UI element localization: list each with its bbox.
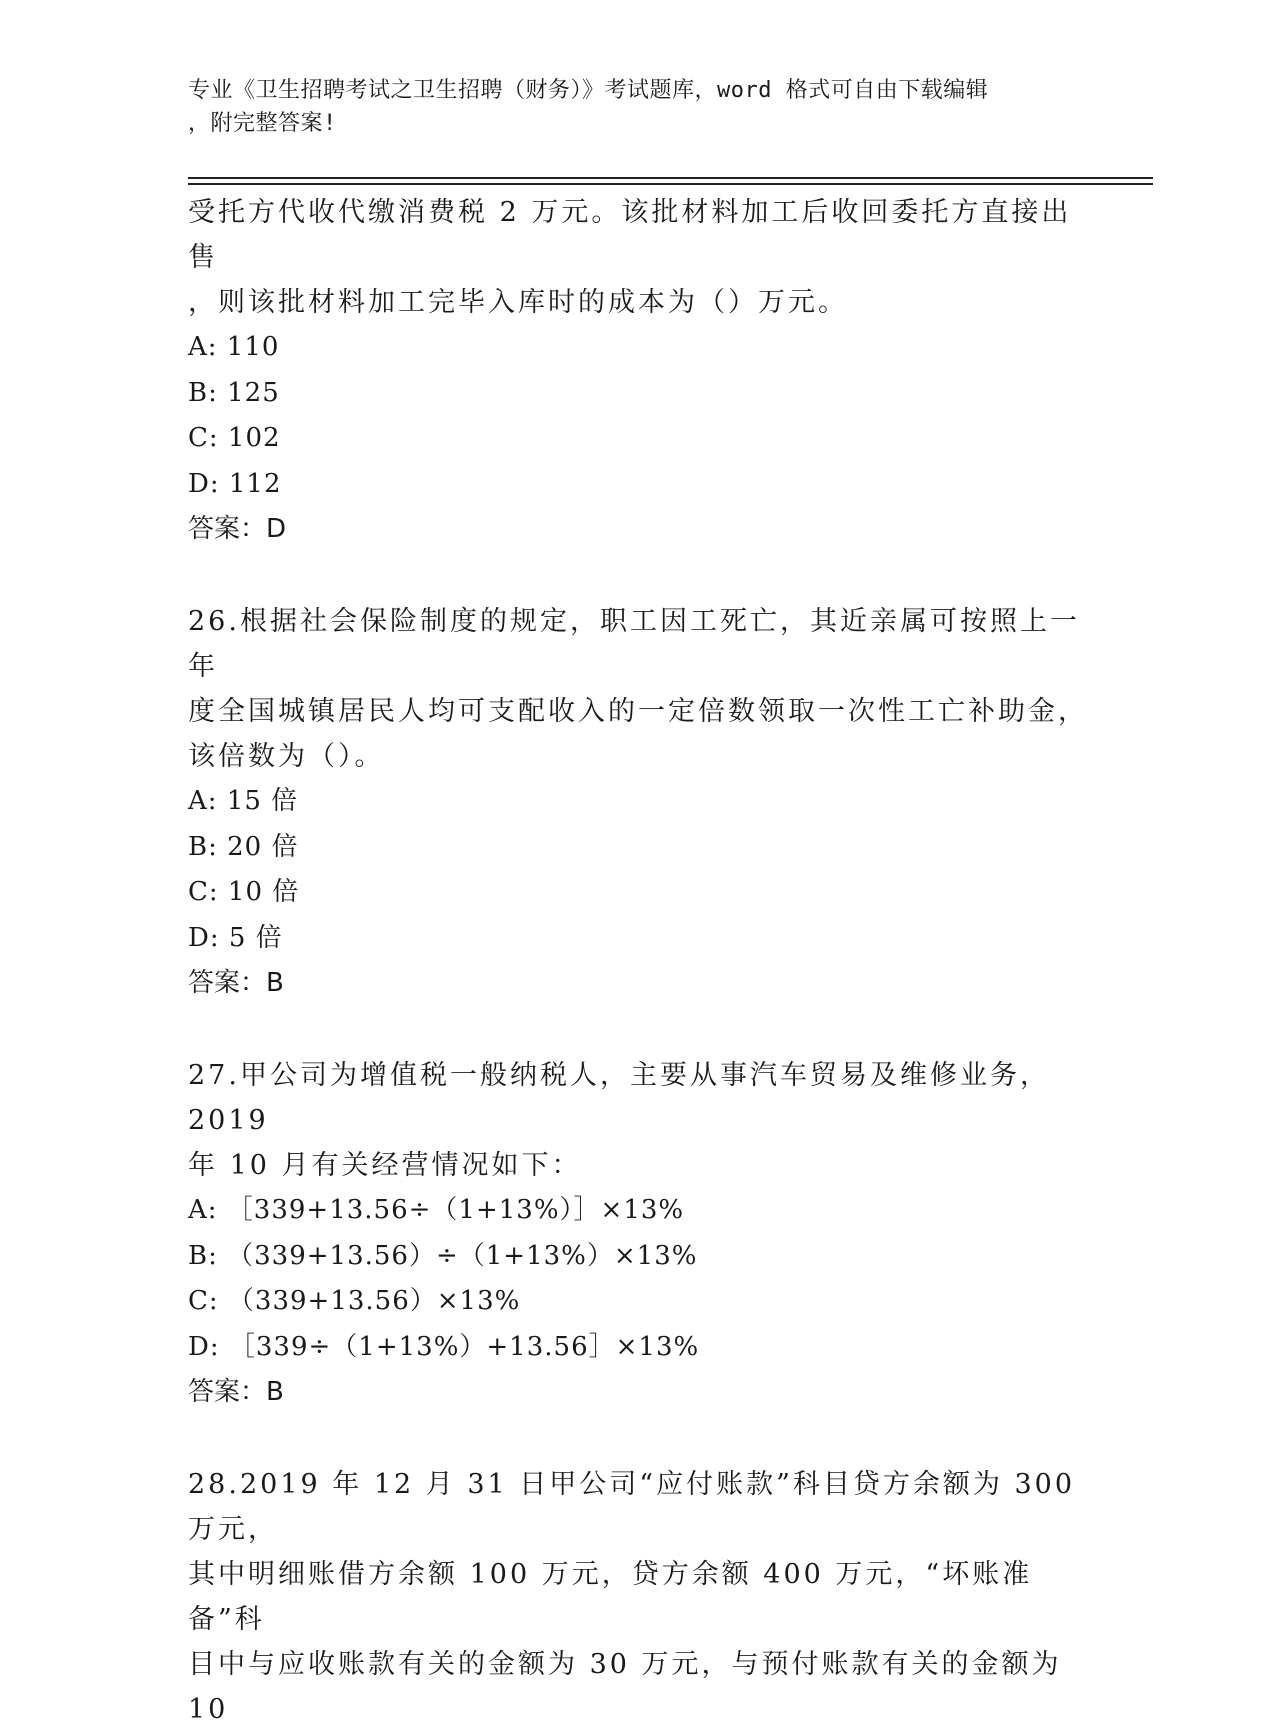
question-stem-line: 目中与应收账款有关的金额为 30 万元，与预付账款有关的金额为 10 — [188, 1649, 1062, 1725]
header-divider-bottom — [188, 183, 1153, 185]
header-divider-top — [188, 177, 1153, 179]
document-body — [188, 190, 1088, 1732]
option-d: D: 5 倍 — [188, 922, 283, 953]
answer-label: 答案：B — [188, 1377, 284, 1407]
header-line-1: 专业《卫生招聘考试之卫生招聘（财务）》考试题库，word 格式可自由下载编辑 — [188, 78, 989, 103]
question-stem-line: ，则该批材料加工完毕入库时的成本为（）万元。 — [188, 287, 848, 318]
option-a: A: 15 倍 — [188, 786, 299, 816]
option-b: B: 20 倍 — [188, 831, 299, 862]
question-stem-line: 27.甲公司为增值税一般纳税人，主要从事汽车贸易及维修业务，2019 — [188, 1060, 1050, 1136]
option-c: C: 10 倍 — [188, 877, 300, 907]
option-d: D: 112 — [188, 468, 282, 499]
document-header — [188, 74, 1068, 140]
option-c: C: 102 — [188, 423, 281, 453]
answer-label: 答案：D — [188, 514, 287, 544]
question-28 — [188, 1462, 1088, 1732]
option-b: B: 125 — [188, 377, 280, 408]
option-b: B: （339+13.56）÷（1+13%）×13% — [188, 1240, 698, 1271]
question-stem-line: 26.根据社会保险制度的规定，职工因工死亡，其近亲属可按照上一年 — [188, 606, 1080, 682]
question-stem-line: 28.2019 年 12 月 31 日甲公司“应付账款”科目贷方余额为 300 万元， — [188, 1469, 1076, 1545]
question-stem-line: 该倍数为（）。 — [188, 741, 385, 772]
option-d: D: ［339÷（1+13%）+13.56］×13% — [188, 1331, 700, 1362]
question-stem-line: 年 10 月有关经营情况如下： — [188, 1150, 582, 1181]
question-25 — [188, 190, 1088, 552]
question-stem-line: 其中明细账借方余额 100 万元，贷方余额 400 万元，“坏账准备”科 — [188, 1559, 1033, 1635]
option-a: A: 110 — [188, 332, 280, 362]
option-c: C: （339+13.56）×13% — [188, 1286, 521, 1316]
question-27 — [188, 1053, 1088, 1415]
question-stem-line: 受托方代收代缴消费税 2 万元。该批材料加工后收回委托方直接出售 — [188, 197, 1072, 273]
option-a: A: ［339+13.56÷（1+13%）］×13% — [188, 1195, 685, 1225]
answer-label: 答案：B — [188, 968, 284, 998]
question-26 — [188, 599, 1088, 1006]
question-stem-line: 度全国城镇居民人均可支配收入的一定倍数领取一次性工亡补助金， — [188, 696, 1088, 727]
header-line-2: ，附完整答案! — [188, 111, 337, 136]
